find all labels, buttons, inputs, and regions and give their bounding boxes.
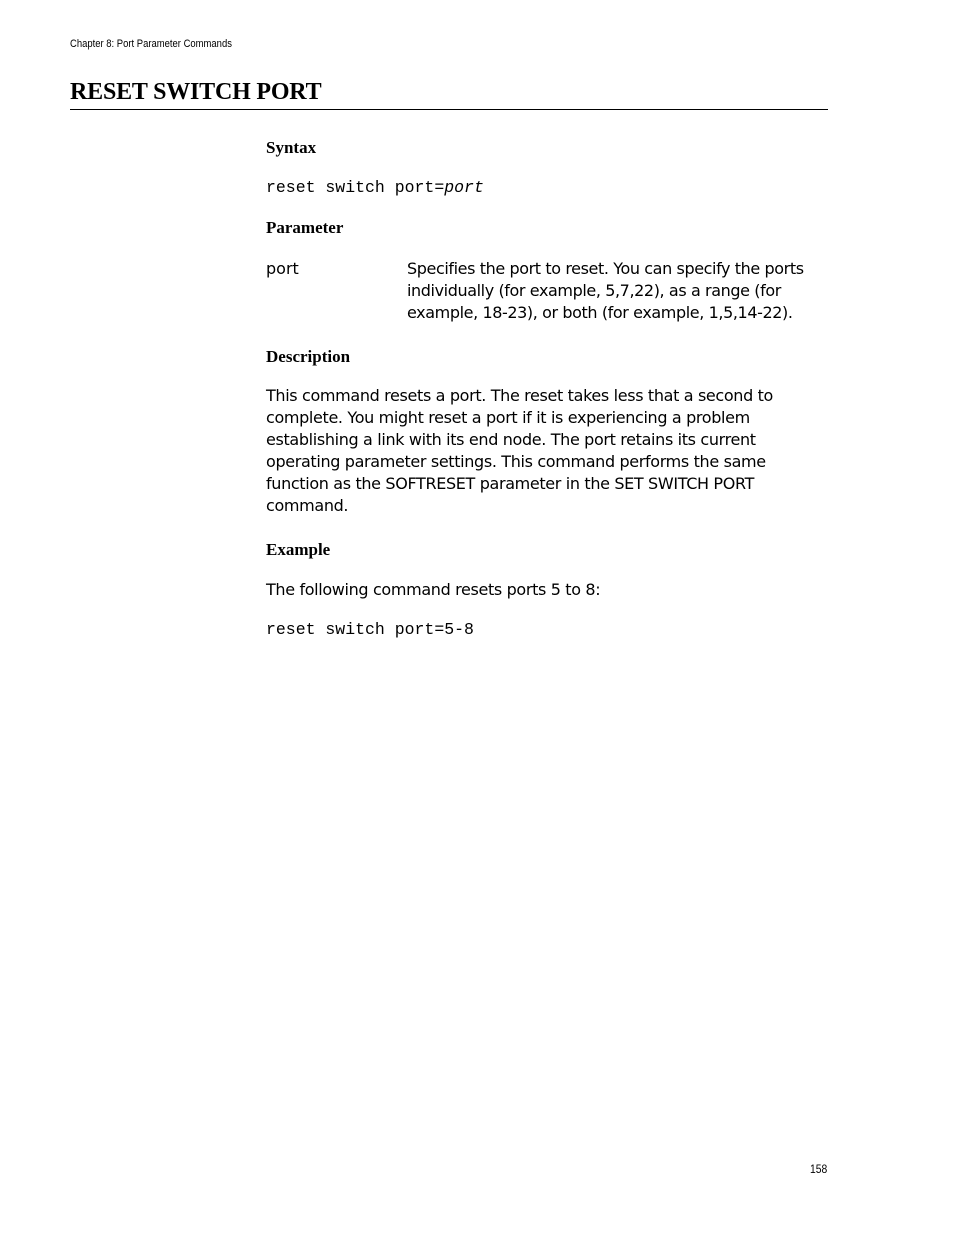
page-title: RESET SWITCH PORT [70,79,322,105]
parameter-description [407,258,827,324]
example-command: reset switch port=5-8 [266,620,474,639]
title-rule [70,109,828,110]
parameter-heading: Parameter [266,218,344,237]
syntax-command [266,178,484,198]
description-line: establishing a link with its end node. The port retains its current [266,430,756,449]
description-line: complete. You might reset a port if it is experiencing a problem [266,408,750,427]
description-line: This command resets a port. The reset takes less that a second to [266,386,774,405]
parameter-name: port [266,259,299,278]
parameter-description-line: individually (for example, 5,7,22), as a range (for [407,281,781,300]
syntax-variable: port [444,178,484,197]
syntax-heading: Syntax [266,138,317,157]
description-line: command. [266,496,349,515]
page-number: 158 [810,1164,828,1176]
parameter-description-line: example, 18-23), or both (for example, 1,5,14-22). [407,303,793,322]
parameter-description-line: Specifies the port to reset. You can specify the ports [407,259,804,278]
description-line: function as the SOFTRESET parameter in the SET SWITCH PORT [266,474,754,493]
description-heading: Description [266,347,351,366]
example-text: The following command resets ports 5 to 8: [266,580,601,599]
syntax-command-text: reset switch port= [266,178,445,197]
description-paragraph [266,385,773,517]
description-line: operating parameter settings. This command performs the same [266,452,766,471]
running-header: Chapter 8: Port Parameter Commands [70,38,232,50]
example-heading: Example [266,540,331,559]
